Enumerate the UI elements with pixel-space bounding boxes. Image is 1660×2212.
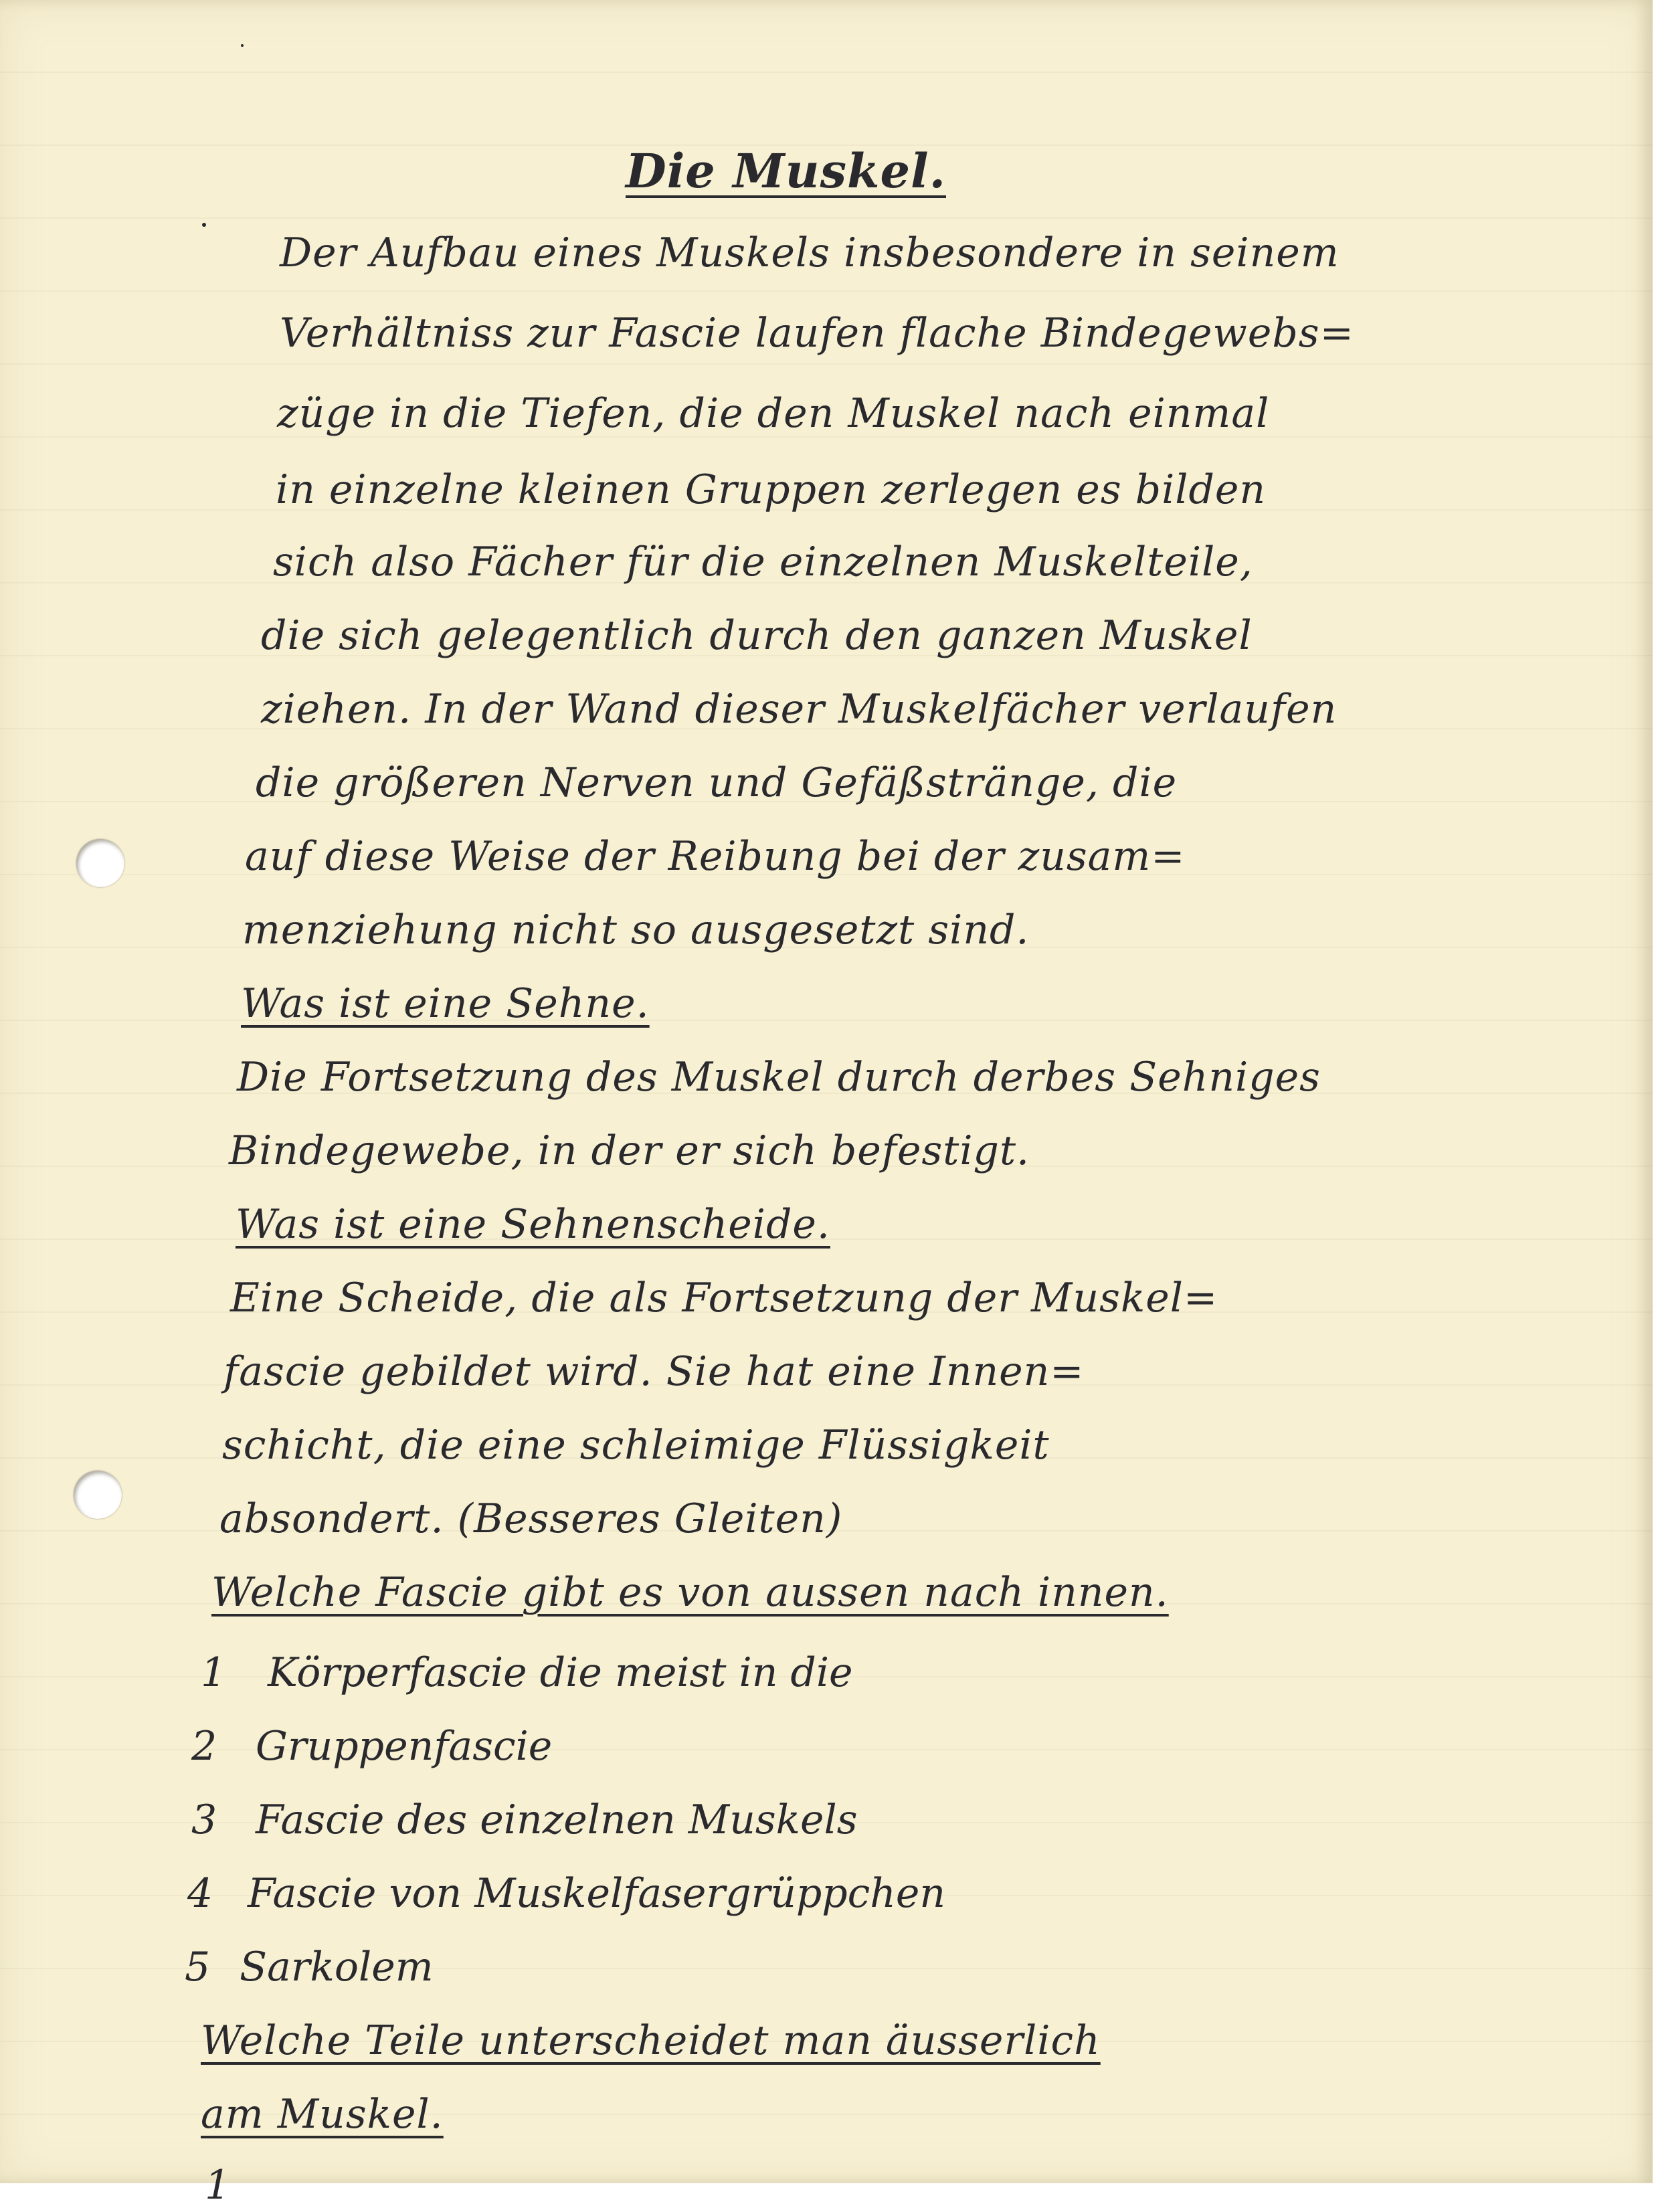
- paragraph-line: Verhältniss zur Fascie laufen flache Bindegewebs=: [280, 310, 1354, 357]
- list-number-cut-off: 1: [205, 2162, 231, 2209]
- question-heading: Was ist eine Sehnenscheide.: [236, 1201, 830, 1248]
- paragraph-line: ziehen. In der Wand dieser Muskelfächer verlaufen: [261, 686, 1338, 733]
- page-title: Die Muskel.: [626, 143, 946, 199]
- list-text: Fascie von Muskelfasergrüppchen: [248, 1870, 946, 1917]
- list-number: 1: [201, 1649, 227, 1696]
- answer-line: absondert. (Besseres Gleiten): [219, 1495, 843, 1542]
- punch-hole-top: [76, 839, 124, 887]
- question-heading: Was ist eine Sehne.: [241, 980, 650, 1027]
- ink-speck: [241, 44, 244, 47]
- list-item: [0, 1646, 1606, 1699]
- question-heading: Welche Fascie gibt es von aussen nach innen.: [211, 1569, 1169, 1616]
- paragraph-line: in einzelne kleinen Gruppen zerlegen es bilden: [276, 466, 1267, 513]
- answer-line: Eine Scheide, die als Fortsetzung der Muskel=: [230, 1275, 1218, 1321]
- ink-speck: [202, 223, 206, 227]
- paragraph-line: Der Aufbau eines Muskels insbesondere in seinem: [280, 229, 1340, 276]
- question-heading: am Muskel.: [201, 2091, 444, 2138]
- paragraph-line: die sich gelegentlich durch den ganzen Muskel: [261, 612, 1253, 659]
- list-number: 4: [187, 1870, 213, 1917]
- answer-line: fascie gebildet wird. Sie hat eine Innen=: [223, 1348, 1085, 1395]
- punch-hole-bottom: [74, 1471, 122, 1519]
- list-text: Gruppenfascie: [256, 1723, 553, 1770]
- list-number: 5: [185, 1944, 211, 1991]
- list-item: [0, 1867, 1606, 1920]
- paragraph-line: auf diese Weise der Reibung bei der zusam=: [245, 833, 1186, 880]
- list-item: [0, 1940, 1606, 1994]
- paragraph-line: die größeren Nerven und Gefäßstränge, die: [256, 759, 1178, 806]
- paragraph-line: menziehung nicht so ausgesetzt sind.: [242, 907, 1030, 953]
- list-number: 3: [191, 1796, 217, 1843]
- list-text: Körperfascie die meist in die: [268, 1649, 853, 1696]
- list-text: Fascie des einzelnen Muskels: [256, 1796, 858, 1843]
- list-item: [0, 1793, 1606, 1847]
- list-text: Sarkolem: [240, 1944, 434, 1991]
- answer-line: Bindegewebe, in der er sich befestigt.: [229, 1127, 1030, 1174]
- question-heading: Welche Teile unterscheidet man äusserlich: [201, 2017, 1101, 2064]
- scan-border: [1653, 0, 1660, 2183]
- list-number: 2: [191, 1723, 217, 1770]
- answer-line: Die Fortsetzung des Muskel durch derbes Sehniges: [237, 1054, 1321, 1101]
- paragraph-line: züge in die Tiefen, die den Muskel nach einmal: [277, 390, 1270, 437]
- paragraph-line: sich also Fächer für die einzelnen Muskelteile,: [273, 539, 1253, 585]
- answer-line: schicht, die eine schleimige Flüssigkeit: [222, 1422, 1050, 1469]
- list-item: [0, 1720, 1606, 1773]
